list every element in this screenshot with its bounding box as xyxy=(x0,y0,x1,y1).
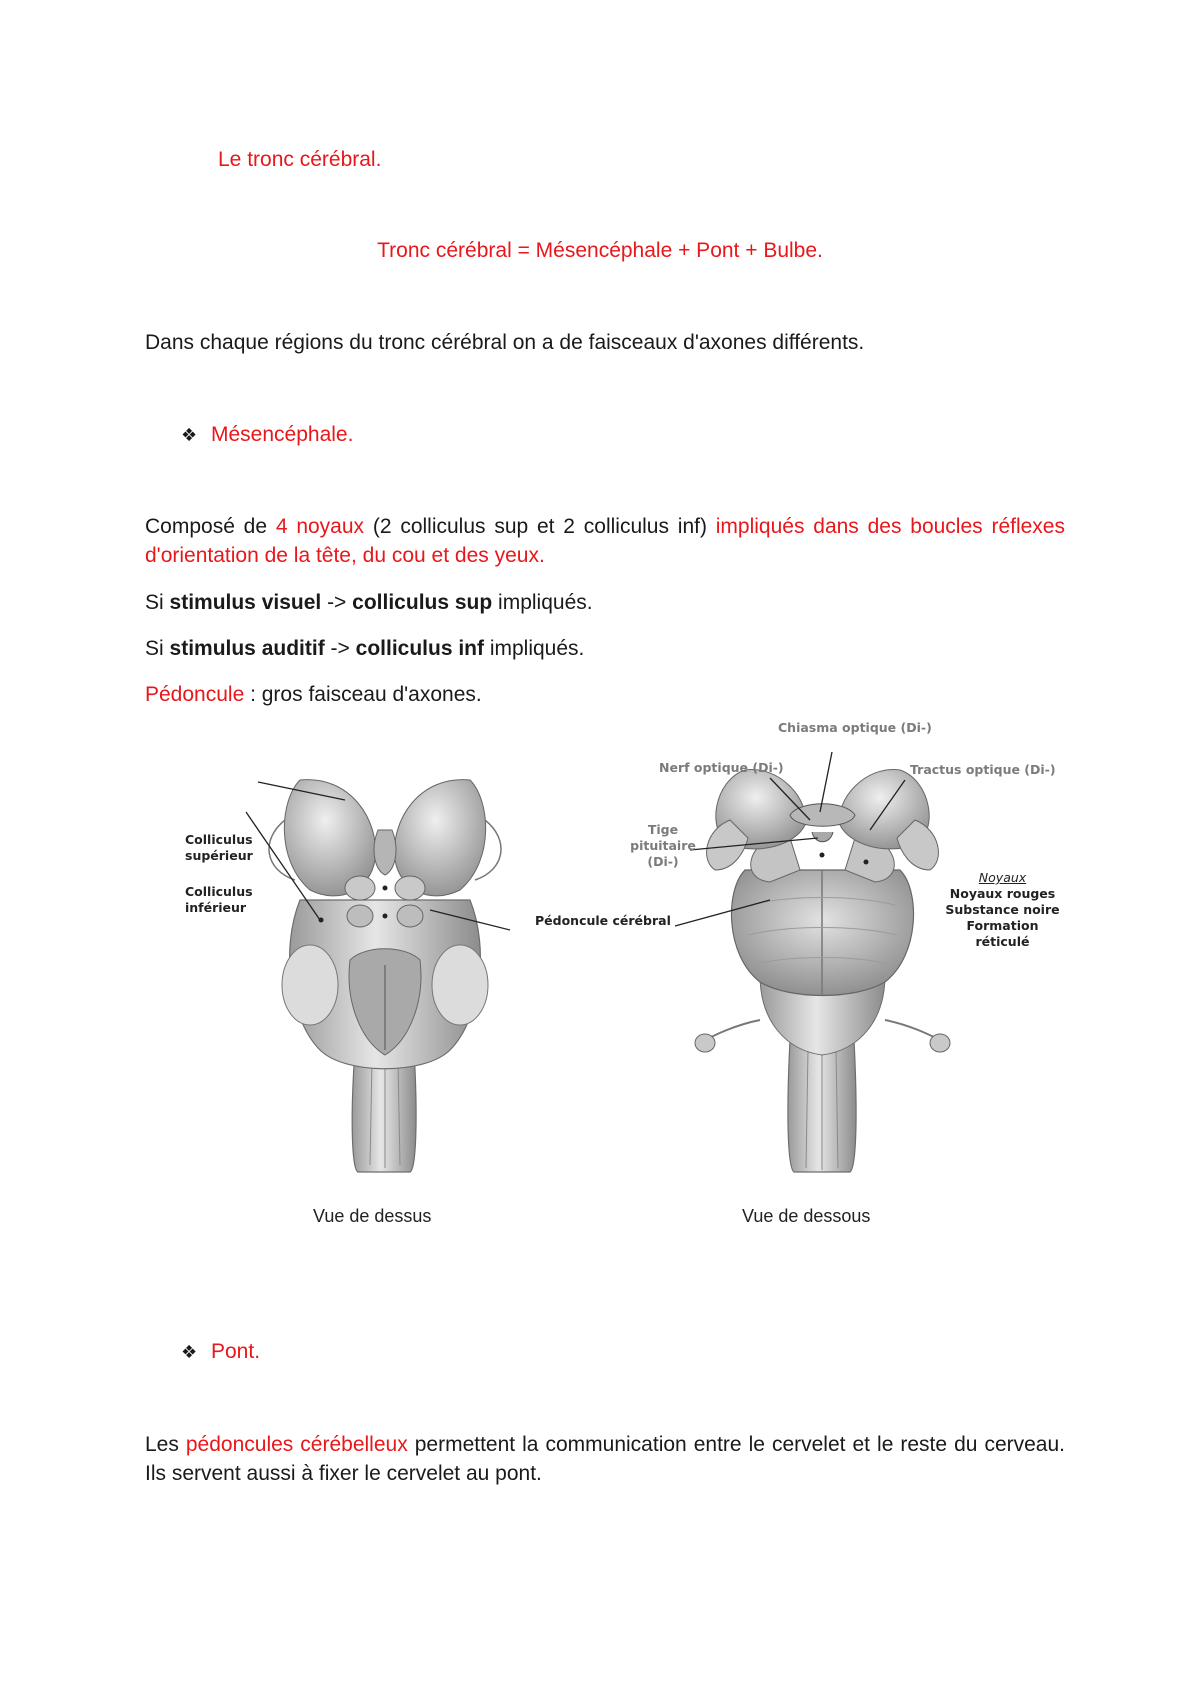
text-segment: Si xyxy=(145,591,170,614)
label-tige-pituitaire xyxy=(613,822,713,870)
legend-title: Noyaux xyxy=(978,870,1027,885)
section-heading-mesencephale xyxy=(181,420,353,450)
section-heading-label: Pont. xyxy=(211,1340,261,1363)
caption-vue-dessus: Vue de dessus xyxy=(313,1206,432,1226)
text-segment: impliqués. xyxy=(484,637,585,660)
paragraph-pedoncule xyxy=(145,680,482,709)
label-nerf-optique: Nerf optique (Di-) xyxy=(659,760,784,775)
text-segment: -> xyxy=(324,637,356,660)
label-pedoncule-cerebral: Pédoncule cérébral xyxy=(535,913,671,928)
label-colliculus-superieur xyxy=(185,832,253,864)
legend-item: Formation réticulé xyxy=(966,918,1039,949)
text-segment: Si xyxy=(145,637,170,660)
paragraph-stimulus-visuel xyxy=(145,588,593,617)
highlight-text: impliqués dans des boucles réflexes d'orientation de la tête, du cou et des yeux. xyxy=(145,515,1065,567)
intro-text: Dans chaque régions du tronc cérébral on a de faisceaux d'axones différents. xyxy=(145,331,865,354)
legend-noyaux xyxy=(940,870,1065,950)
paragraph-stimulus-auditif xyxy=(145,634,584,663)
section-heading-pont xyxy=(181,1337,260,1367)
section-heading-label: Mésencéphale. xyxy=(211,423,354,446)
label-line: Colliculus xyxy=(185,832,253,847)
brainstem-illustration xyxy=(0,720,1200,1240)
label-line: Tige pituitaire xyxy=(630,822,696,853)
brainstem-figure xyxy=(0,720,1200,1240)
label-line: inférieur xyxy=(185,900,247,915)
label-line: supérieur xyxy=(185,848,253,863)
text-segment: : gros faisceau d'axones. xyxy=(244,683,482,706)
text-segment: -> xyxy=(321,591,353,614)
highlight-text: Pédoncule xyxy=(145,683,245,706)
paragraph-pedoncules-cerebelleux xyxy=(145,1430,1065,1488)
diamond-bullet-icon: ❖ xyxy=(181,425,198,445)
legend-item: Substance noire xyxy=(945,902,1060,917)
bold-text: stimulus auditif xyxy=(169,637,325,660)
label-line: (Di-) xyxy=(647,854,679,869)
label-tractus-optique: Tractus optique (Di-) xyxy=(910,762,1056,777)
text-segment: permettent la communication entre le cervelet et le reste du cerveau. Ils servent aussi à fixer le cervelet au pont. xyxy=(145,1433,1066,1485)
formula: Tronc cérébral = Mésencéphale + Pont + Bulbe. xyxy=(377,239,823,262)
text-segment: (2 colliculus sup et 2 colliculus inf) xyxy=(364,515,716,538)
label-chiasma-optique: Chiasma optique (Di-) xyxy=(778,720,932,735)
text-segment: Composé de xyxy=(145,515,276,538)
bold-text: stimulus visuel xyxy=(169,591,322,614)
legend-item: Noyaux rouges xyxy=(949,886,1056,901)
diamond-bullet-icon: ❖ xyxy=(181,1342,198,1362)
highlight-text: 4 noyaux xyxy=(275,515,365,538)
dorsal-view-drawing xyxy=(246,780,510,1172)
bold-text: colliculus sup xyxy=(352,591,493,614)
label-colliculus-inferieur xyxy=(185,884,253,916)
text-segment: impliqués. xyxy=(492,591,593,614)
paragraph-compose xyxy=(145,512,1065,570)
caption-vue-dessous: Vue de dessous xyxy=(742,1206,871,1226)
label-line: Colliculus xyxy=(185,884,253,899)
ventral-view-drawing xyxy=(675,752,950,1172)
highlight-text: pédoncules cérébelleux xyxy=(185,1433,408,1456)
page-title: Le tronc cérébral. xyxy=(218,148,382,171)
text-segment: Les xyxy=(145,1433,186,1456)
bold-text: colliculus inf xyxy=(355,637,484,660)
